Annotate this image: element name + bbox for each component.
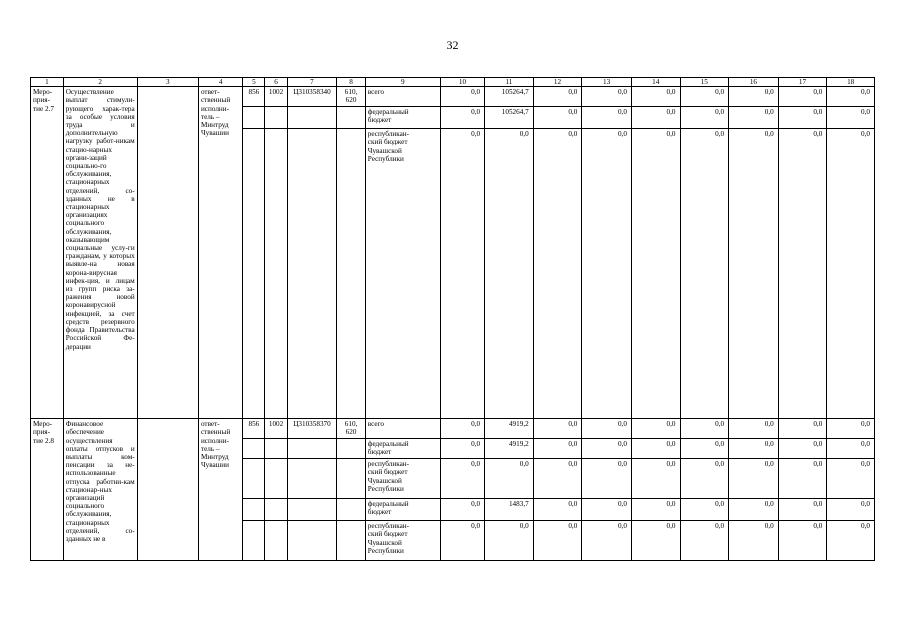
amount-cell: 0,0 xyxy=(582,521,632,561)
column-number: 1 xyxy=(31,78,64,87)
amount-cell: 0,0 xyxy=(440,459,484,499)
amount-cell: 0,0 xyxy=(533,419,582,439)
amount-cell: 0,0 xyxy=(827,107,875,129)
amount-cell: 0,0 xyxy=(631,87,680,107)
amount-cell: 0,0 xyxy=(778,459,827,499)
amount-cell: 0,0 xyxy=(582,419,632,439)
empty-cell xyxy=(287,459,337,499)
empty-cell xyxy=(337,439,366,459)
amount-cell: 0,0 xyxy=(827,129,875,419)
funding-source: республикан- ский бюджет Чувашской Республики xyxy=(365,129,440,419)
amount-cell: 0,0 xyxy=(827,521,875,561)
amount-cell: 0,0 xyxy=(631,129,680,419)
amount-cell: 0,0 xyxy=(485,459,534,499)
amount-cell: 0,0 xyxy=(729,459,779,499)
amount-cell: 0,0 xyxy=(440,129,484,419)
amount-cell: 0,0 xyxy=(582,129,632,419)
column-number: 10 xyxy=(440,78,484,87)
empty-cell xyxy=(243,459,265,499)
funding-source: федеральный бюджет xyxy=(365,439,440,459)
funding-source: всего xyxy=(365,87,440,107)
empty-cell xyxy=(265,521,287,561)
amount-cell: 0,0 xyxy=(729,499,779,521)
amount-cell: 0,0 xyxy=(631,439,680,459)
empty-cell xyxy=(243,107,265,129)
amount-cell: 0,0 xyxy=(440,499,484,521)
empty-cell xyxy=(265,459,287,499)
amount-cell: 0,0 xyxy=(680,499,729,521)
amount-cell: 0,0 xyxy=(827,87,875,107)
empty-cell xyxy=(287,439,337,459)
amount-cell: 0,0 xyxy=(533,499,582,521)
funding-source: федеральный бюджет xyxy=(365,107,440,129)
page-number: 32 xyxy=(446,38,459,52)
column-number: 6 xyxy=(265,78,287,87)
empty-cell xyxy=(243,499,265,521)
amount-cell: 105264,7 xyxy=(485,107,534,129)
amount-cell: 0,0 xyxy=(582,439,632,459)
amount-cell: 0,0 xyxy=(729,521,779,561)
empty-cell xyxy=(337,107,366,129)
column-number: 4 xyxy=(198,78,242,87)
empty-cell xyxy=(287,107,337,129)
amount-cell: 0,0 xyxy=(680,107,729,129)
amount-cell: 0,0 xyxy=(631,419,680,439)
empty-cell xyxy=(137,419,198,561)
amount-cell: 4919,2 xyxy=(485,439,534,459)
amount-cell: 0,0 xyxy=(778,107,827,129)
executor-cell: ответ- ственный исполни- тель – Минтруд Чувашии xyxy=(198,419,242,561)
measure-description: Осуществление выплат стимули-рующего харак-тера за особые условия труда и дополнительную нагрузку работ-никам стацио-нарных органи-заций социально-го обслуживания, стационарных отделений, со-зданных не в стационарных организациях социального обслуживания, оказывающим социальные услу-ги гражданам, у которых выявле-на новая корона-вирусная инфек-ция, и лицам из групп риска за-ражения новой коронавирусной инфекцией, за счет средств резервного фонда Правительства Российской Фе-дерации xyxy=(63,87,137,419)
amount-cell: 0,0 xyxy=(680,521,729,561)
amount-cell: 0,0 xyxy=(440,521,484,561)
amount-cell: 0,0 xyxy=(778,439,827,459)
measure-code: Меро- прия- тие 2.8 xyxy=(31,419,64,561)
amount-cell: 0,0 xyxy=(729,129,779,419)
amount-cell: 0,0 xyxy=(440,87,484,107)
empty-cell xyxy=(243,129,265,419)
amount-cell: 0,0 xyxy=(631,499,680,521)
empty-cell xyxy=(265,129,287,419)
column-number: 17 xyxy=(778,78,827,87)
table-row xyxy=(31,87,875,107)
column-number-row xyxy=(31,78,875,87)
amount-cell: 0,0 xyxy=(729,419,779,439)
amount-cell: 0,0 xyxy=(680,459,729,499)
column-number: 2 xyxy=(63,78,137,87)
empty-cell xyxy=(243,521,265,561)
funding-source: республикан- ский бюджет Чувашской Республики xyxy=(365,459,440,499)
column-number: 7 xyxy=(287,78,337,87)
funding-source: федеральный бюджет xyxy=(365,499,440,521)
empty-cell xyxy=(287,521,337,561)
amount-cell: 0,0 xyxy=(680,87,729,107)
budget-code-cell: 856 xyxy=(243,87,265,107)
funding-source: республикан- ский бюджет Чувашской Республики xyxy=(365,521,440,561)
amount-cell: 0,0 xyxy=(582,459,632,499)
column-number: 9 xyxy=(365,78,440,87)
column-number: 3 xyxy=(137,78,198,87)
budget-code-cell: 856 xyxy=(243,419,265,439)
empty-cell xyxy=(137,87,198,419)
column-number: 13 xyxy=(582,78,632,87)
program-table xyxy=(30,77,875,561)
empty-cell xyxy=(337,129,366,419)
table-row xyxy=(31,419,875,439)
column-number: 18 xyxy=(827,78,875,87)
amount-cell: 0,0 xyxy=(533,129,582,419)
amount-cell: 0,0 xyxy=(729,87,779,107)
empty-cell xyxy=(337,499,366,521)
column-number: 12 xyxy=(533,78,582,87)
empty-cell xyxy=(337,521,366,561)
amount-cell: 0,0 xyxy=(729,439,779,459)
amount-cell: 1483,7 xyxy=(485,499,534,521)
amount-cell: 0,0 xyxy=(533,107,582,129)
column-number: 11 xyxy=(485,78,534,87)
amount-cell: 0,0 xyxy=(680,439,729,459)
amount-cell: 0,0 xyxy=(729,107,779,129)
empty-cell xyxy=(265,499,287,521)
amount-cell: 0,0 xyxy=(778,129,827,419)
amount-cell: 0,0 xyxy=(582,499,632,521)
amount-cell: 0,0 xyxy=(778,419,827,439)
amount-cell: 0,0 xyxy=(827,439,875,459)
column-number: 8 xyxy=(337,78,366,87)
funding-source: всего xyxy=(365,419,440,439)
amount-cell: 4919,2 xyxy=(485,419,534,439)
amount-cell: 0,0 xyxy=(440,419,484,439)
target-code-cell: Ц310358370 xyxy=(287,419,337,439)
empty-cell xyxy=(287,499,337,521)
amount-cell: 0,0 xyxy=(631,107,680,129)
amount-cell: 0,0 xyxy=(631,459,680,499)
amount-cell: 105264,7 xyxy=(485,87,534,107)
column-number: 15 xyxy=(680,78,729,87)
amount-cell: 0,0 xyxy=(680,129,729,419)
column-number: 5 xyxy=(243,78,265,87)
amount-cell: 0,0 xyxy=(827,499,875,521)
amount-cell: 0,0 xyxy=(778,499,827,521)
expense-type-cell: 610, 620 xyxy=(337,87,366,107)
empty-cell xyxy=(243,439,265,459)
amount-cell: 0,0 xyxy=(680,419,729,439)
target-code-cell: Ц310358340 xyxy=(287,87,337,107)
amount-cell: 0,0 xyxy=(778,87,827,107)
amount-cell: 0,0 xyxy=(485,521,534,561)
amount-cell: 0,0 xyxy=(440,107,484,129)
empty-cell xyxy=(265,439,287,459)
amount-cell: 0,0 xyxy=(778,521,827,561)
amount-cell: 0,0 xyxy=(440,439,484,459)
empty-cell xyxy=(337,459,366,499)
amount-cell: 0,0 xyxy=(533,459,582,499)
empty-cell xyxy=(265,107,287,129)
expense-type-cell: 610, 620 xyxy=(337,419,366,439)
amount-cell: 0,0 xyxy=(582,107,632,129)
amount-cell: 0,0 xyxy=(582,87,632,107)
column-number: 16 xyxy=(729,78,779,87)
executor-cell: ответ- ственный исполни- тель – Минтруд Чувашии xyxy=(198,87,242,419)
measure-description: Финансовое обеспечение осуществления оплаты отпусков и выплаты ком-пенсации за не-использованные отпуска работни-кам стационар-ных организаций социального обслуживания, стационарных отделений, со-зданных не в xyxy=(63,419,137,561)
amount-cell: 0,0 xyxy=(533,521,582,561)
empty-cell xyxy=(287,129,337,419)
amount-cell: 0,0 xyxy=(827,459,875,499)
amount-cell: 0,0 xyxy=(631,521,680,561)
amount-cell: 0,0 xyxy=(533,87,582,107)
amount-cell: 0,0 xyxy=(827,419,875,439)
amount-cell: 0,0 xyxy=(485,129,534,419)
section-code-cell: 1002 xyxy=(265,419,287,439)
measure-code: Меро- прия- тие 2.7 xyxy=(31,87,64,419)
amount-cell: 0,0 xyxy=(533,439,582,459)
column-number: 14 xyxy=(631,78,680,87)
section-code-cell: 1002 xyxy=(265,87,287,107)
